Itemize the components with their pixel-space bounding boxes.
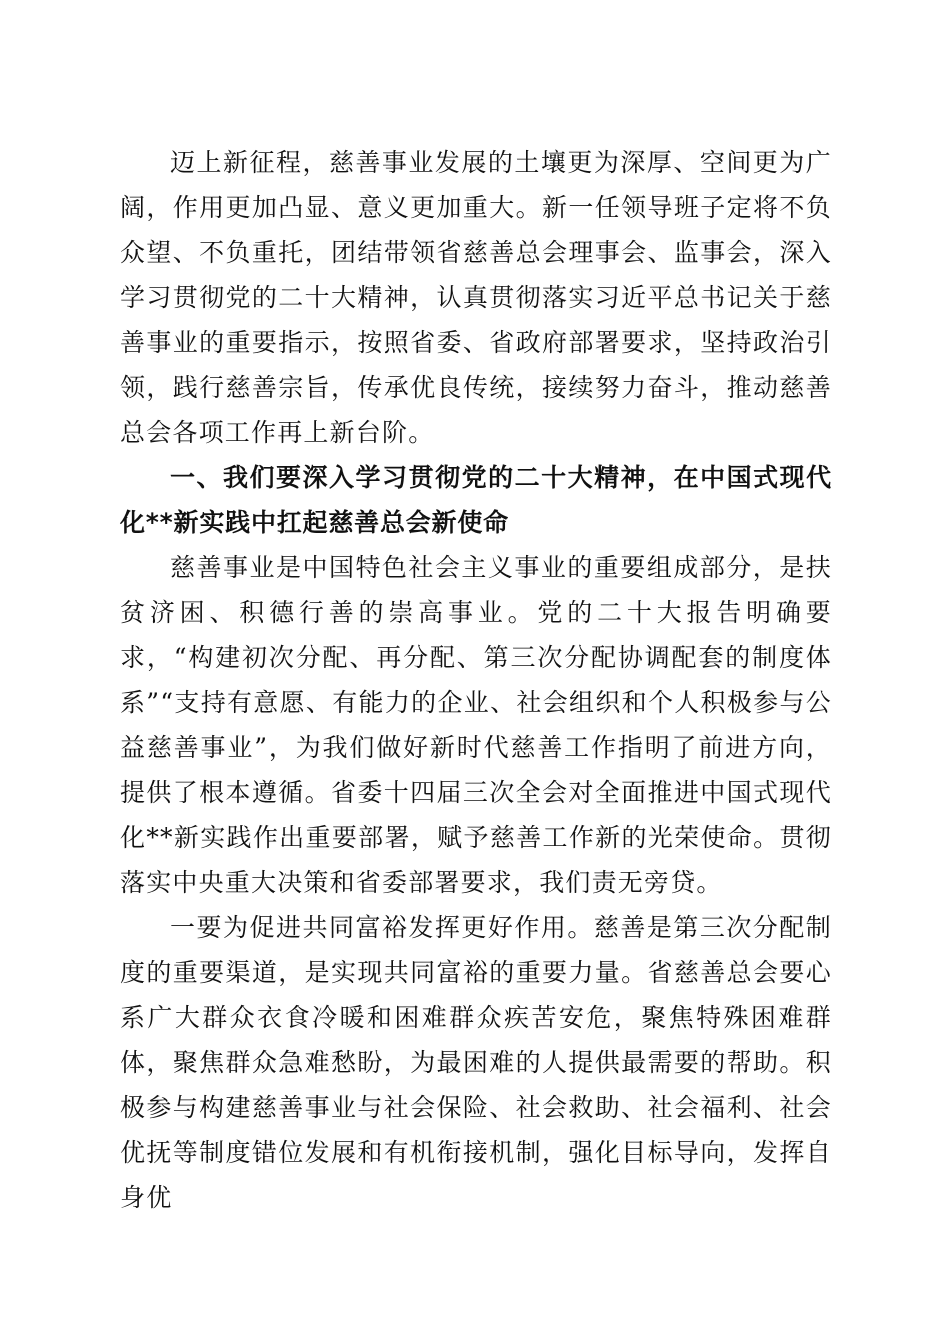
paragraph-charity-mission: 慈善事业是中国特色社会主义事业的重要组成部分，是扶贫济困、积德行善的崇高事业。党的二十大报告明确要求，“构建初次分配、再分配、第三次分配协调配套的制度体系”“支持有意愿、有能力的企业、社会组织和个人积极参与公益慈善事业”，为我们做好新时代慈善工作指明了前进方向，提供了根本遵循。省委十四届三次全会对全面推进中国式现代化**新实践作出重要部署，赋予慈善工作新的光荣使命。贯彻落实中央重大决策和省委部署要求，我们责无旁贷。 (120, 553, 832, 897)
paragraph-intro: 迈上新征程，慈善事业发展的土壤更为深厚、空间更为广阔，作用更加凸显、意义更加重大。新一任领导班子定将不负众望、不负重托，团结带领省慈善总会理事会、监事会，深入学习贯彻党的二十大精神，认真贯彻落实习近平总书记关于慈善事业的重要指示，按照省委、省政府部署要求，坚持政治引领，践行慈善宗旨，传承优良传统，接续努力奋斗，推动慈善总会各项工作再上新台阶。 (120, 148, 832, 447)
section-heading-1: 一、我们要深入学习贯彻党的二十大精神，在中国式现代化**新实践中扛起慈善总会新使命 (120, 463, 832, 537)
document-body (120, 140, 832, 1220)
paragraph-common-prosperity: 一要为促进共同富裕发挥更好作用。慈善是第三次分配制度的重要渠道，是实现共同富裕的重要力量。省慈善总会要心系广大群众衣食冷暖和困难群众疾苦安危，聚焦特殊困难群体，聚焦群众急难愁盼，为最困难的人提供最需要的帮助。积极参与构建慈善事业与社会保险、社会救助、社会福利、社会优抚等制度错位发展和有机衔接机制，强化目标导向，发挥自身优 (120, 913, 832, 1212)
